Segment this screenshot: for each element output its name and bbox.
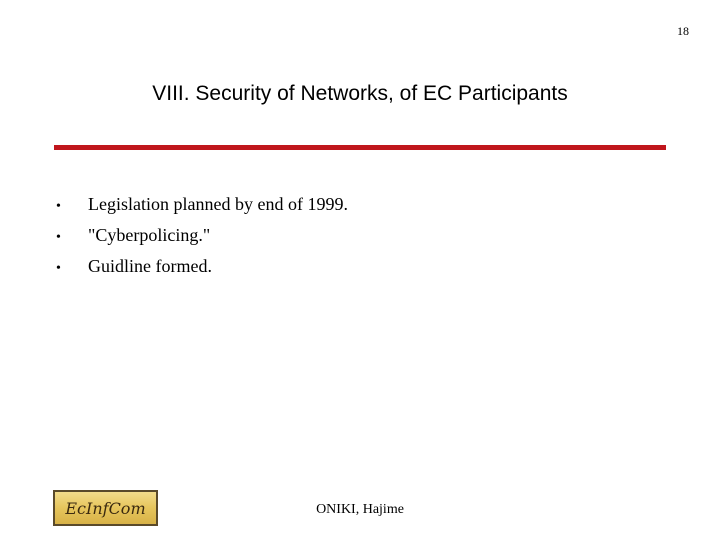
bullet-icon: • — [56, 230, 61, 245]
bullet-icon: • — [56, 261, 61, 276]
logo-text: EcInfCom — [65, 498, 146, 518]
title-divider — [54, 145, 666, 150]
bullet-item — [56, 252, 348, 283]
bullet-icon: • — [56, 199, 61, 214]
page-number: 18 — [677, 24, 689, 38]
bullet-text: Guidline formed. — [88, 256, 212, 276]
bullet-text: "Cyberpolicing." — [88, 225, 211, 245]
bullet-list — [56, 190, 348, 283]
slide-title: VIII. Security of Networks, of EC Participants — [152, 82, 568, 105]
footer-author: ONIKI, Hajime — [316, 502, 404, 517]
bullet-item — [56, 190, 348, 221]
bullet-item — [56, 221, 348, 252]
bullet-text: Legislation planned by end of 1999. — [88, 194, 348, 214]
